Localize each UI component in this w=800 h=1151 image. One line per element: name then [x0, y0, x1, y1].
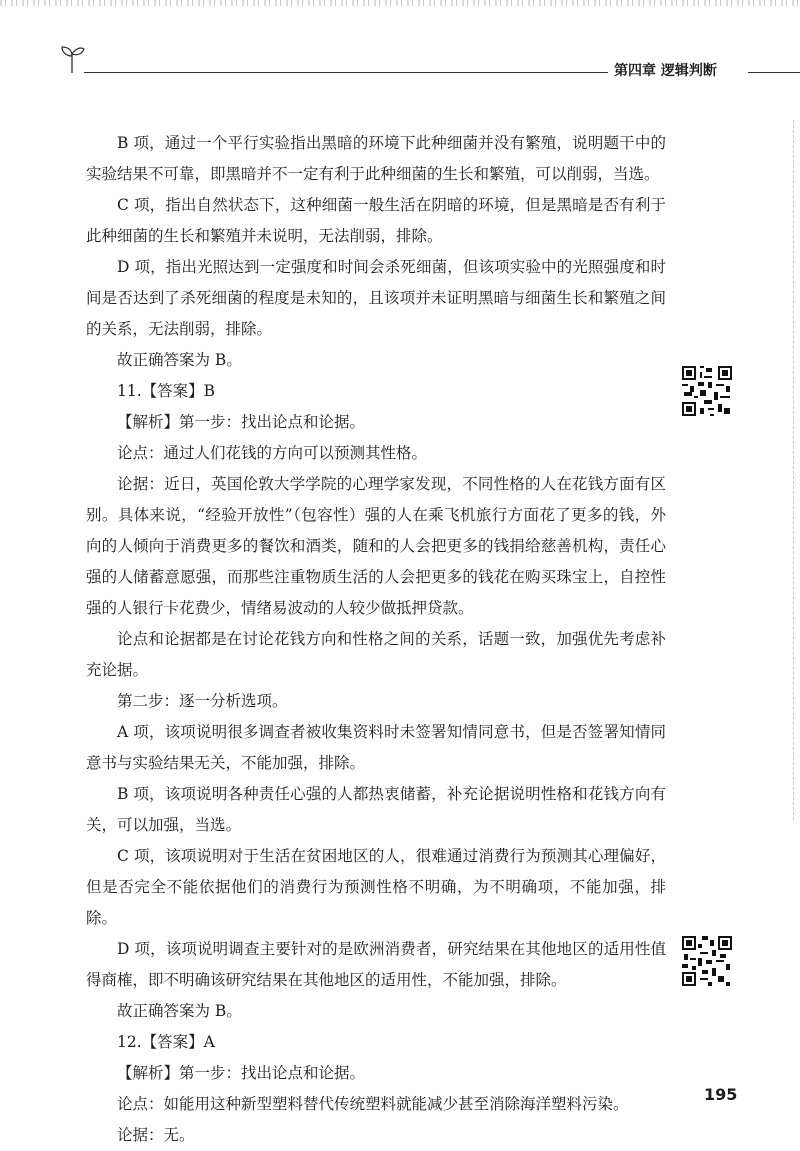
body-text [86, 128, 666, 1151]
paragraph: 【解析】第一步：找出论点和论据。 [117, 1064, 366, 1082]
paragraph: 第二步：逐一分析选项。 [117, 692, 288, 710]
paragraph: 论点和论据都是在讨论花钱方向和性格之间的关系，话题一致，加强优先考虑补充论据。 [86, 630, 666, 679]
paragraph: 论据：近日，英国伦敦大学学院的心理学家发现，不同性格的人在花钱方面有区别。具体来说，“经验开放性”（包容性）强的人在乘飞机旅行方面花了更多的钱，外向的人倾向于消费更多的餐饮和酒类，随和的人会把更多的钱捐给慈善机构，责任心强的人储蓄意愿强，而那些注重物质生活的人会把更多的钱花在购买珠宝上，自控性强的人银行卡花费少，情绪易波动的人较少做抵押贷款。 [86, 475, 666, 617]
page-edge [792, 120, 794, 820]
paragraph: 故正确答案为 B。 [117, 1002, 242, 1020]
paragraph: D 项，指出光照达到一定强度和时间会杀死细菌，但该项实验中的光照强度和时间是否达到了杀死细菌的程度是未知的，且该项并未证明黑暗与细菌生长和繁殖之间的关系，无法削弱，排除。 [86, 258, 666, 338]
paragraph: 论据：无。 [117, 1126, 195, 1144]
answer-heading: 11.【答案】B [117, 382, 216, 400]
paragraph: 论点：通过人们花钱的方向可以预测其性格。 [117, 444, 428, 462]
paragraph: C 项，该项说明对于生活在贫困地区的人，很难通过消费行为预测其心理偏好，但是否完全不能依据他们的消费行为预测性格不明确，为不明确项，不能加强，排除。 [86, 847, 666, 927]
qr-code-icon [680, 364, 734, 418]
sprout-icon [60, 44, 86, 74]
qr-code-icon [680, 934, 734, 988]
paragraph: 论点：如能用这种新型塑料替代传统塑料就能减少甚至消除海洋塑料污染。 [117, 1095, 629, 1113]
page-header [60, 44, 800, 84]
header-rule [84, 72, 644, 73]
paragraph: 故正确答案为 B。 [117, 351, 242, 369]
paragraph: A 项，该项说明很多调查者被收集资料时未签署知情同意书，但是否签署知情同意书与实验结果无关，不能加强，排除。 [86, 723, 666, 772]
paragraph: D 项，该项说明调查主要针对的是欧洲消费者，研究结果在其他地区的适用性值得商榷，即不明确该研究结果在其他地区的适用性，不能加强，排除。 [86, 940, 666, 989]
paragraph: B 项，通过一个平行实验指出黑暗的环境下此种细菌并没有繁殖，说明题干中的实验结果不可靠，即黑暗并不一定有利于此种细菌的生长和繁殖，可以削弱，当选。 [86, 134, 666, 183]
paragraph: C 项，指出自然状态下，这种细菌一般生活在阴暗的环境，但是黑暗是否有利于此种细菌的生长和繁殖并未说明，无法削弱，排除。 [86, 196, 666, 245]
paragraph: 【解析】第一步：找出论点和论据。 [117, 413, 366, 431]
answer-heading: 12.【答案】A [117, 1033, 215, 1051]
page-number: 195 [704, 1085, 738, 1104]
paragraph: B 项，该项说明各种责任心强的人都热衷储蓄，补充论据说明性格和花钱方向有关，可以加强，当选。 [86, 785, 666, 834]
scan-noise [0, 0, 800, 6]
header-rule-right [748, 72, 800, 73]
chapter-title: 第四章 逻辑判断 [608, 60, 723, 80]
